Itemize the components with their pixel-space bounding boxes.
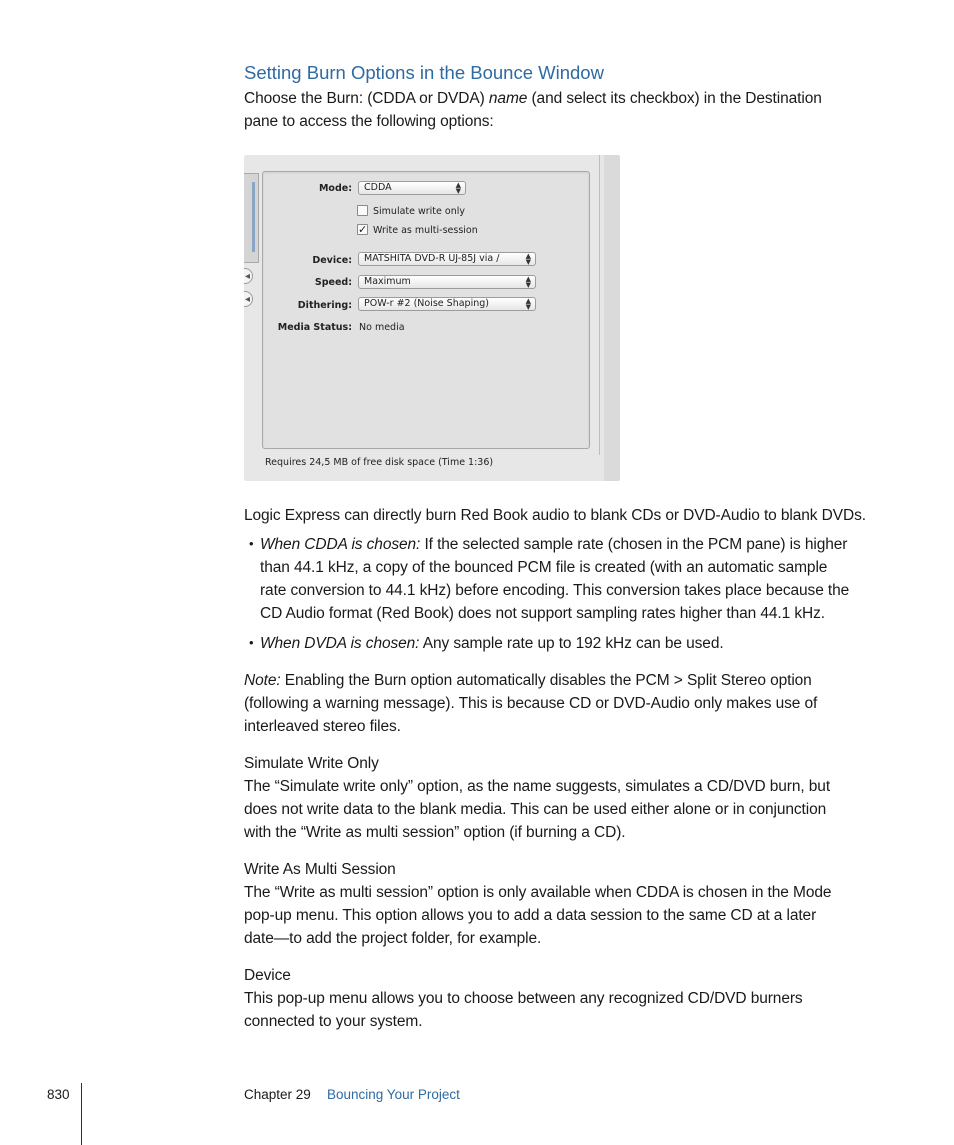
bullet-cdda-line: rate conversion to 44.1 kHz) before encoding. This conversion takes place because the [260,582,850,599]
mode-popup[interactable] [358,181,466,195]
simulate-write-checkbox[interactable] [357,205,368,216]
speed-popup[interactable] [358,275,536,289]
multi-session-line: The “Write as multi session” option is only available when CDDA is chosen in the Mode [244,884,832,901]
burn-options-screenshot [244,155,620,481]
chapter-title-link[interactable]: Bouncing Your Project [327,1087,460,1102]
dithering-popup[interactable] [358,297,536,311]
dithering-value: POW-r #2 (Noise Shaping) [364,298,489,309]
subheading-multi-session: Write As Multi Session [244,861,396,878]
note-line: Enabling the Burn option automatically disables the PCM > Split Stereo option [280,672,812,689]
simulate-line: does not write data to the blank media. This can be used either alone or in conjunction [244,801,827,818]
section-heading: Setting Burn Options in the Bounce Window [244,62,604,83]
note-line: interleaved stereo files. [244,718,401,735]
media-status-label: Media Status: [277,322,352,333]
multi-session-paragraph [244,881,831,950]
note-line: (following a warning message). This is because CD or DVD-Audio only makes use of [244,695,818,712]
bullet-cdda-line: CD Audio format (Red Book) does not support sampling rates higher than 44.1 kHz. [260,605,825,622]
disk-space-text: Requires 24,5 MB of free disk space (Time 1:36) [265,457,494,468]
bullet-dvda-lead: When DVDA is chosen: [260,635,420,652]
bullet-marker: • [249,635,254,650]
simulate-line: The “Simulate write only” option, as the name suggests, simulates a CD/DVD burn, but [244,778,831,795]
intro-text-line2: pane to access the following options: [244,113,494,130]
subheading-device: Device [244,967,291,984]
burn-description: Logic Express can directly burn Red Book audio to blank CDs or DVD-Audio to blank DVDs. [244,507,866,524]
device-line: connected to your system. [244,1013,423,1030]
simulate-write-label: Simulate write only [373,206,465,217]
popup-arrows-icon: ▲ ▼ [455,181,461,195]
simulate-paragraph [244,775,830,844]
bullet-cdda-lead: When CDDA is chosen: [260,536,421,553]
bullet-cdda-line: than 44.1 kHz, a copy of the bounced PCM file is created (with an automatic sample [260,559,828,576]
bullet-cdda [260,533,849,625]
popup-arrows-icon: ▲ ▼ [525,275,531,289]
mode-label: Mode: [318,183,352,194]
bullet-dvda [260,632,724,655]
checkmark-icon: ✓ [358,223,368,236]
dithering-label: Dithering: [297,300,352,311]
footer-divider [81,1083,82,1145]
simulate-line: with the “Write as multi session” option (if burning a CD). [244,824,626,841]
device-line: This pop-up menu allows you to choose between any recognized CD/DVD burners [244,990,803,1007]
popup-arrows-icon: ▲ ▼ [525,297,531,311]
bullet-cdda-line: If the selected sample rate (chosen in the PCM pane) is higher [420,536,848,553]
multi-session-line: pop-up menu. This option allows you to add a data session to the same CD at a later [244,907,817,924]
intro-paragraph [244,87,822,133]
note-paragraph [244,669,817,738]
device-value: MATSHITA DVD-R UJ-85J via / [364,253,500,264]
multi-session-checkbox[interactable] [357,224,368,235]
device-paragraph [244,987,803,1033]
multi-session-line: date—to add the project folder, for example. [244,930,542,947]
media-status-value: No media [359,322,405,333]
note-lead: Note: [244,672,281,689]
intro-emphasis: name [488,90,528,107]
mode-value: CDDA [364,182,392,193]
subheading-simulate: Simulate Write Only [244,755,379,772]
popup-arrows-icon: ▲ ▼ [525,252,531,266]
bullet-dvda-line: Any sample rate up to 192 kHz can be used. [419,635,724,652]
speed-label: Speed: [314,277,352,288]
scroll-up-button[interactable]: ◂ [244,268,253,284]
intro-text-b: (and select its checkbox) in the Destination [527,90,822,107]
bullet-marker: • [249,536,254,551]
scroll-down-button[interactable]: ◂ [244,291,253,307]
intro-text-a: Choose the Burn: (CDDA or DVDA) [244,90,489,107]
device-popup[interactable] [358,252,536,266]
page-number: 830 [47,1087,70,1102]
multi-session-label: Write as multi-session [373,225,478,236]
device-label: Device: [312,255,352,266]
chapter-label: Chapter 29 [244,1087,311,1102]
speed-value: Maximum [364,276,411,287]
